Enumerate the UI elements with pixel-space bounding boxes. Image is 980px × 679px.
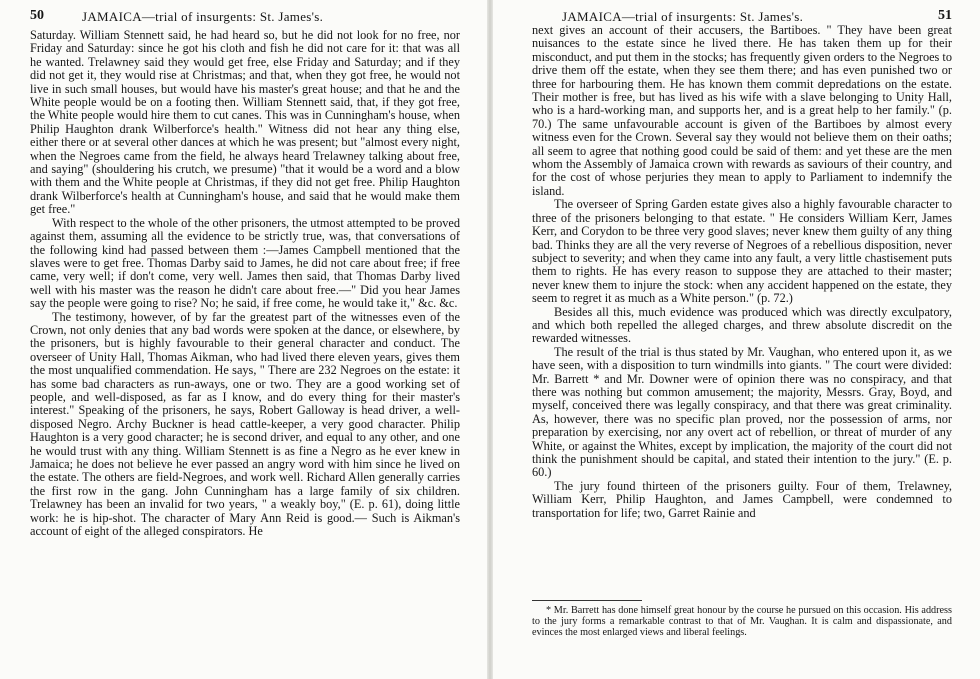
- right-page: [492, 0, 980, 679]
- left-page-header: [30, 8, 460, 30]
- left-running-head: JAMAICA—trial of insurgents: St. James's.: [82, 9, 324, 24]
- left-page: [0, 0, 488, 679]
- footnote-rule: [532, 600, 642, 601]
- paragraph: The result of the trial is thus stated by Mr. Vaughan, who entered upon it, as we have seen, with a disposition to turn windmills into giants. " The court were divided: Mr. Barrett * and Mr. Downer were of opinion there was no conspiracy, and that there was nothing but common amusement; the majority, Messrs. Gray, Boyd, and myself, conceived there was legally conspiracy, and that there was great criminality. As, however, there was no specific plan proved, nor the possession of arms, nor preparation by exercising, nor any overt act of rebellion, or threat of murder of any White, or against the Whites, except by implication, the majority of the court did not think the punishment should be capital, and stated their intention to the jury." (E. p. 60.): [532, 344, 952, 480]
- paragraph: With respect to the whole of the other prisoners, the utmost attempted to be proved against them, assuming all the evidence to be strictly true, was, that conversations of the following kind had passed between them :—James Campbell mentioned that the slaves were to get free. Thomas Darby said to James, he did not care about free; if free came, very well; if don't come, very well. James then said, that Thomas Darby lived well with his master was the reason he didn't care about free.—" Did you hear James say the people were going to rise? No; he said, if free come, he would take it," &c. &c.: [30, 215, 460, 311]
- paragraph: The testimony, however, of by far the greatest part of the witnesses even of the Crown, not only denies that any bad words were spoken at the dance, or elsewhere, by the prisoners, but is highly favourable to their general character and conduct. The overseer of Unity Hall, Thomas Aikman, who had lived there eleven years, gives them the most unqualified commendation. He says, " There are 232 Negroes on the estate: it has some bad characters as run-aways, one or two. They are a good working set of people, and well-disposed, as far as I know, and do every thing for their master's interest." Speaking of the prisoners, he says, Robert Galloway is head driver, a well-disposed Negro. Archy Buckner is head cattle-keeper, a very good character. Philip Haughton is a very good character; he is second driver, and equal to any other, and one he would trust with any thing. William Stennett is as fine a Negro as he ever knew in Jamaica; he does not believe he ever passed an angry word with him since he lived on the estate. The others are field-Negroes, and work well. Richard Allen generally carries the first row in the gang. John Cunningham has a large family of six children. Trelawney has been an invalid for two years, " a weakly boy," (E. p. 61), doing little work: he is hip-shot. The character of Mary Ann Reid is good.— Such is Aikman's account of eight of the alleged conspirators. He: [30, 309, 460, 539]
- paragraph: Besides all this, much evidence was produced which was directly exculpatory, and which both repelled the alleged charges, and threw absolute discredit on the rewarded witnesses.: [532, 304, 952, 346]
- paragraph: The overseer of Spring Garden estate gives also a highly favourable character to three of the prisoners belonging to that estate. " He considers William Kerr, James Kerr, and Corydon to be three very good slaves; never knew them guilty of any thing bad. Thinks they are all the very reverse of Negroes of a rebellious disposition, never subject to severity; and when they came into any fault, a very little chastisement puts them to rights. He has every reason to suppose they are attached to their master; never knew them to injure the stock: when any accident happened on the estate, they seem to regret it as much as a White person." (p. 72.): [532, 197, 952, 306]
- paragraph: The jury found thirteen of the prisoners guilty. Four of them, Trelawney, William Kerr, Philip Haughton, and James Campbell, were condemned to transportation for life; two, Garret Rainie and: [532, 478, 952, 520]
- right-page-number: 51: [938, 8, 952, 23]
- right-running-head: JAMAICA—trial of insurgents: St. James's.: [562, 9, 804, 24]
- left-page-number: 50: [30, 8, 44, 23]
- paragraph: Saturday. William Stennett said, he had heard so, but he did not look for no free, nor Friday and Saturday: since he got his cloth and fish he did not care for it: that was all he wanted. Trelawney said they would get free, else Friday and Saturday; and if they did not get it, they would rise at Christmas; and that, when they got free, he would not live in such small houses, but would have his master's great house; and that he and the White people would be on a footing then. William Stennett said, that, if they got free, the White people would hire them to cut canes. This was in Cunningham's house, when Philip Haughton drank Wilberforce's health." Witness did not hear any thing else, either there or at several other dances at which he was present; but "almost every night, when the Negroes came from the field, he always heard Trelawney talking about free, and saying" (shouldering his crutch, we presume) "that it would be a word and a blow with them and the White people at Christmas, if they did not get free. Philip Haughton drank Wilberforce's health at Cunningham's house, and said that he would make them get free.": [30, 28, 460, 217]
- paragraph: next gives an account of their accusers, the Bartiboes. " They have been great nuisances to the estate since he lived there. He has taken them up for their misconduct, and put them in the stocks; has frequently given orders to the Negroes to drive them off the estate, when they see them there; and has even punished two or three for harbouring them. He has known them commit depredations on the estate. Their mother is free, but has lived as his wife with a slave belonging to Unity Hall, who is a hard-working man, and supports her, and is a great help to her family." (p. 70.) The same unfavourable account is given of the Bartiboes by almost every witness even for the Crown. Several say they would not believe them on their oaths; all seem to agree that nothing good could be said of them: and yet these are the men whom the Assembly of Jamaica crown with rewards as saviours of their country, and for the cost of whose perjuries they mean to apply to Parliament to indemnify the island.: [532, 23, 952, 198]
- footnote: [532, 605, 952, 639]
- footnote-text: * Mr. Barrett has done himself great honour by the course he pursued on this occasion. His address to the jury forms a remarkable contrast to that of Mr. Vaughan. It is calm and dispassionate, and evinces the most enlarged views and liberal feelings.: [532, 605, 952, 639]
- right-page-body: [532, 24, 952, 520]
- left-page-body: [30, 29, 460, 538]
